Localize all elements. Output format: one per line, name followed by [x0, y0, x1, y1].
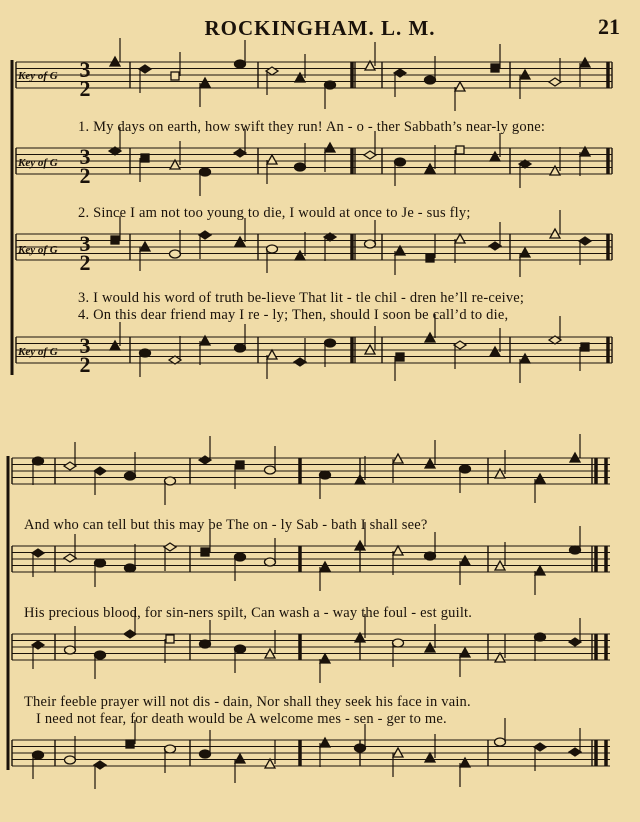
note-head	[166, 635, 174, 643]
note-head	[569, 638, 581, 646]
note-head	[139, 65, 151, 73]
page-title: ROCKINGHAM. L. M.	[204, 16, 436, 40]
note-head	[141, 154, 149, 162]
note-head	[295, 73, 305, 82]
note-head	[125, 564, 136, 572]
note-head	[171, 72, 179, 80]
note-head	[320, 738, 330, 747]
note-head	[95, 559, 106, 567]
note-head	[320, 654, 330, 663]
note-head	[235, 553, 246, 561]
note-head	[569, 748, 581, 756]
lyric-line-3: 3. I would his word of truth be-lieve That lit - tle chil - dren he’ll re-ceive;	[78, 290, 525, 306]
note-head	[456, 146, 464, 154]
note-head	[491, 64, 499, 72]
note-head	[364, 151, 376, 159]
lyric-line-7: Their feeble prayer will not dis - dain, Nor shall they seek his face in vain.	[24, 694, 471, 710]
note-head	[489, 242, 501, 250]
note-head	[125, 472, 136, 480]
note-head	[425, 459, 435, 468]
note-head	[200, 168, 211, 176]
note-head	[94, 761, 106, 769]
note-head	[581, 343, 589, 351]
note-head	[95, 651, 106, 659]
note-head	[460, 465, 471, 473]
lyric-line-8: I need not fear, for death would be A welcome mes - sen - ger to me.	[36, 711, 447, 727]
note-head	[64, 462, 76, 470]
note-head	[460, 648, 470, 657]
note-head	[164, 543, 176, 551]
note-head	[426, 254, 434, 262]
note-head	[455, 82, 465, 91]
note-head	[320, 471, 331, 479]
note-head	[495, 469, 505, 478]
note-head	[33, 457, 44, 465]
note-head	[535, 566, 545, 575]
note-head	[199, 456, 211, 464]
key-label-4: Key of G	[18, 346, 58, 358]
lyric-line-2: 2. Since I am not too young to die, I would at once to Je - sus fly;	[78, 205, 471, 221]
note-head	[200, 640, 211, 648]
note-head	[393, 546, 403, 555]
note-head	[425, 76, 436, 84]
note-head	[396, 353, 404, 361]
note-head	[320, 562, 330, 571]
note-head	[199, 231, 211, 239]
lyric-line-6: His precious blood, for sin-ners spilt, Can wash a - way the foul - est guilt.	[24, 605, 473, 621]
note-head	[200, 750, 211, 758]
note-head	[535, 474, 545, 483]
note-head	[520, 354, 530, 363]
note-head	[570, 546, 581, 554]
note-head	[490, 152, 500, 161]
note-head	[355, 744, 366, 752]
note-head	[393, 639, 404, 647]
note-head	[235, 344, 246, 352]
note-head	[265, 558, 276, 566]
key-label-2: Key of G	[18, 157, 58, 169]
note-head	[267, 350, 277, 359]
note-head	[395, 158, 406, 166]
note-head	[549, 78, 561, 86]
note-head	[65, 756, 76, 764]
note-head	[520, 248, 530, 257]
note-head	[32, 641, 44, 649]
note-head	[495, 653, 505, 662]
note-head	[365, 240, 376, 248]
note-head	[267, 245, 278, 253]
note-head	[235, 645, 246, 653]
time-signature-3: 3 2	[79, 231, 91, 275]
note-head	[64, 554, 76, 562]
note-head	[235, 754, 245, 763]
note-head	[454, 341, 466, 349]
note-head	[490, 347, 500, 356]
note-head	[110, 341, 120, 350]
note-head	[234, 149, 246, 157]
lyric-line-5: And who can tell but this may be The on - ly Sab - bath I shall see?	[24, 517, 428, 533]
note-head	[534, 743, 546, 751]
note-head	[295, 163, 306, 171]
note-head	[355, 475, 365, 484]
note-head	[325, 81, 336, 89]
note-head	[124, 630, 136, 638]
note-head	[295, 251, 305, 260]
note-head	[33, 751, 44, 759]
note-head	[170, 250, 181, 258]
note-head	[394, 69, 406, 77]
note-head	[579, 237, 591, 245]
note-head	[126, 740, 134, 748]
key-label-3: Key of G	[18, 244, 58, 256]
note-head	[65, 646, 76, 654]
note-head	[235, 237, 245, 246]
note-head	[325, 339, 336, 347]
note-head	[200, 78, 210, 87]
key-label-1: Key of G	[18, 70, 58, 82]
note-head	[535, 633, 546, 641]
note-head	[111, 236, 119, 244]
note-head	[455, 234, 465, 243]
note-head	[94, 467, 106, 475]
time-signature-2: 3 2	[79, 144, 91, 188]
note-head	[267, 155, 277, 164]
note-head	[425, 552, 436, 560]
note-head	[165, 745, 176, 753]
lyric-line-1: 1. My days on earth, how swift they run! An - o - ther Sabbath’s near-ly gone:	[78, 119, 546, 135]
note-head	[165, 477, 176, 485]
note-head	[236, 461, 244, 469]
note-head	[140, 349, 151, 357]
note-head	[425, 753, 435, 762]
note-head	[495, 738, 506, 746]
time-signature-4: 3 2	[79, 333, 91, 377]
note-head	[32, 549, 44, 557]
note-head	[425, 164, 435, 173]
note-head	[294, 358, 306, 366]
note-head	[235, 60, 246, 68]
note-head	[201, 548, 209, 556]
time-signature-1: 3 2	[79, 57, 91, 101]
note-head	[265, 466, 276, 474]
lyric-line-4: 4. On this dear friend may I re - ly; Then, should I soon be call’d to die,	[78, 307, 509, 323]
page-number: 21	[598, 14, 620, 39]
note-head	[265, 759, 275, 768]
note-head	[460, 556, 470, 565]
